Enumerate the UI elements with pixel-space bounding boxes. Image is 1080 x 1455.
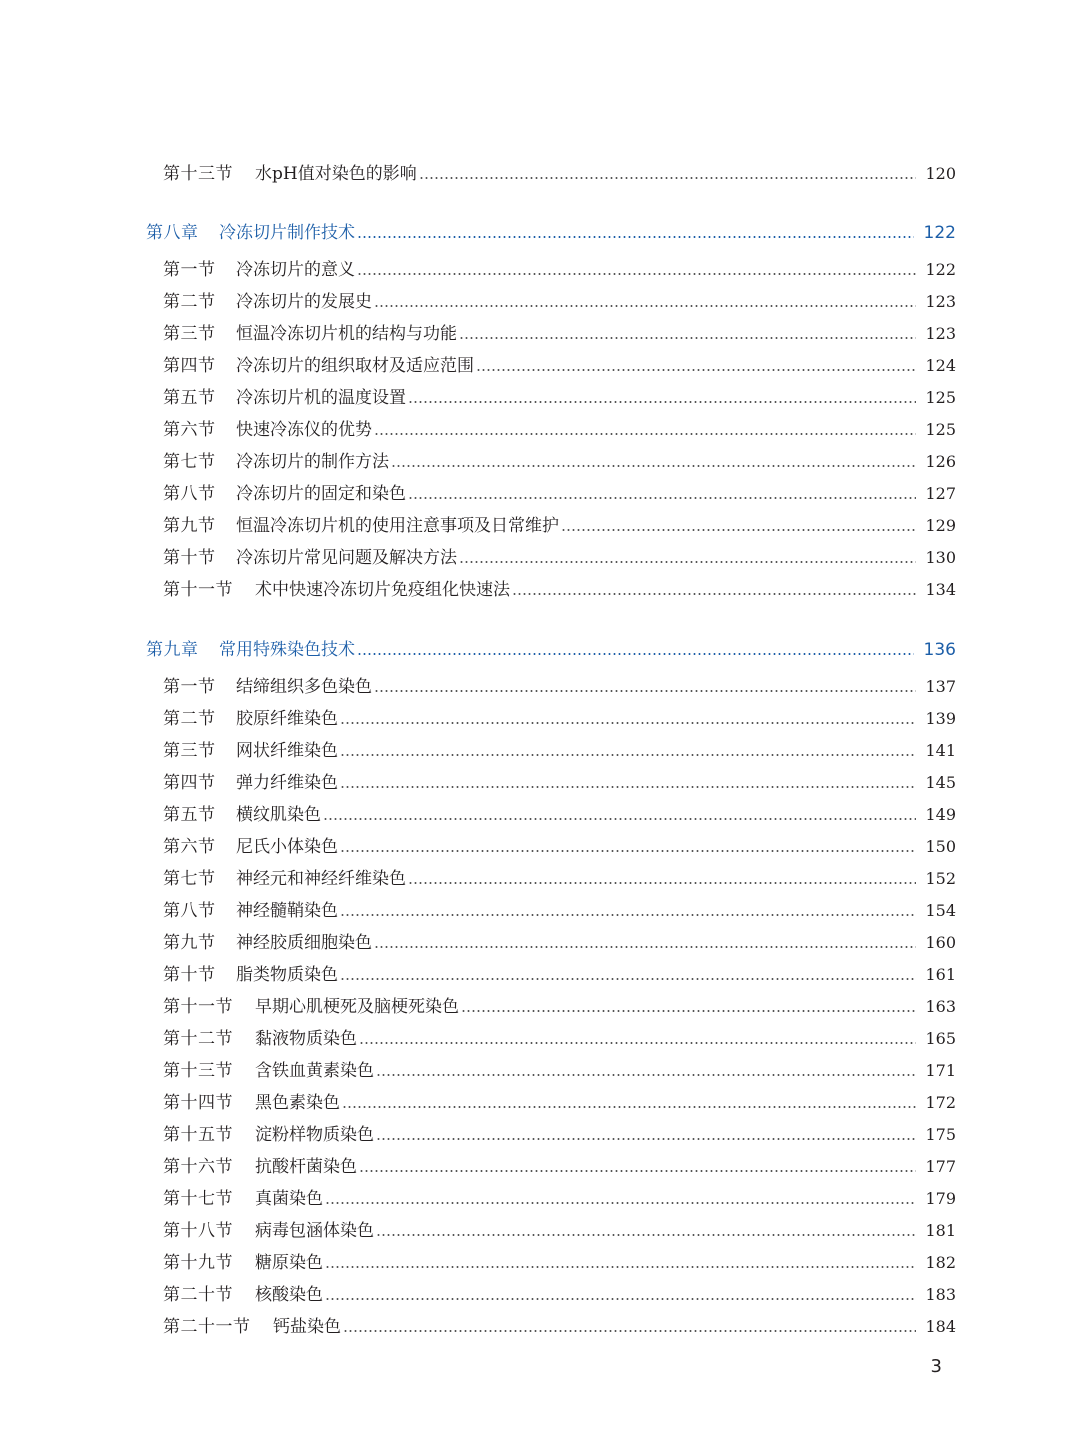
chapter-number: 第八章 — [146, 223, 199, 243]
page-number: 149 — [925, 805, 956, 824]
page-number: 163 — [925, 997, 956, 1016]
section-number: 第五节 — [163, 388, 216, 408]
dot-leader — [376, 1074, 916, 1076]
toc-entry[interactable] — [163, 865, 956, 893]
section-number: 第四节 — [163, 773, 216, 793]
section-number: 第二十一节 — [163, 1317, 251, 1337]
page-number: 145 — [925, 773, 956, 792]
page-number: 183 — [925, 1285, 956, 1304]
section-title: 网状纤维染色 — [236, 741, 338, 761]
section-number: 第十四节 — [163, 1093, 233, 1113]
toc-entry[interactable] — [163, 737, 956, 765]
page-number: 160 — [925, 933, 956, 952]
toc-chapter-heading[interactable] — [146, 636, 956, 664]
page-number: 123 — [925, 324, 956, 343]
section-number: 第六节 — [163, 837, 216, 857]
section-title: 恒温冷冻切片机的使用注意事项及日常维护 — [236, 516, 559, 536]
page-number: 172 — [925, 1093, 956, 1112]
page-number: 175 — [925, 1125, 956, 1144]
dot-leader — [359, 1042, 916, 1044]
section-number: 第七节 — [163, 452, 216, 472]
toc-entry[interactable] — [163, 1025, 956, 1053]
toc-entry[interactable] — [163, 897, 956, 925]
dot-leader — [342, 1106, 916, 1108]
dot-leader — [325, 1298, 916, 1300]
dot-leader — [461, 1010, 916, 1012]
dot-leader — [391, 465, 916, 467]
section-number: 第九节 — [163, 516, 216, 536]
dot-leader — [357, 273, 916, 275]
dot-leader — [359, 1170, 916, 1172]
dot-leader — [512, 593, 916, 595]
page-number: 154 — [925, 901, 956, 920]
toc-entry[interactable] — [163, 1121, 956, 1149]
page-number: 126 — [925, 452, 956, 471]
page-number: 125 — [925, 420, 956, 439]
section-title: 含铁血黄素染色 — [255, 1061, 374, 1081]
dot-leader — [476, 369, 916, 371]
toc-entry[interactable] — [163, 1281, 956, 1309]
section-number: 第十三节 — [163, 1061, 233, 1081]
toc-entry[interactable] — [163, 673, 956, 701]
page-folio: 3 — [930, 1356, 942, 1377]
section-number: 第三节 — [163, 741, 216, 761]
dot-leader — [376, 1234, 916, 1236]
dot-leader — [459, 337, 916, 339]
page-number: 134 — [925, 580, 956, 599]
section-title: 冷冻切片机的温度设置 — [236, 388, 406, 408]
toc-entry[interactable] — [163, 961, 956, 989]
page-number: 139 — [925, 709, 956, 728]
section-title: 结缔组织多色染色 — [236, 677, 372, 697]
section-number: 第八节 — [163, 484, 216, 504]
section-number: 第四节 — [163, 356, 216, 376]
chapter-page-number: 136 — [923, 640, 956, 660]
toc-entry[interactable] — [163, 929, 956, 957]
toc-entry[interactable] — [163, 256, 956, 284]
section-number: 第二节 — [163, 709, 216, 729]
page-number: 129 — [925, 516, 956, 535]
section-number: 第十二节 — [163, 1029, 233, 1049]
toc-entry[interactable] — [163, 801, 956, 829]
toc-entry[interactable] — [163, 1249, 956, 1277]
section-number: 第十九节 — [163, 1253, 233, 1273]
section-title: 真菌染色 — [255, 1189, 323, 1209]
section-number: 第二十节 — [163, 1285, 233, 1305]
page-number: 150 — [925, 837, 956, 856]
page-number: 127 — [925, 484, 956, 503]
section-title: 核酸染色 — [255, 1285, 323, 1305]
section-number: 第十六节 — [163, 1157, 233, 1177]
toc-entry[interactable] — [163, 576, 956, 604]
section-number: 第一节 — [163, 677, 216, 697]
section-title: 横纹肌染色 — [236, 805, 321, 825]
section-title: 冷冻切片的组织取材及适应范围 — [236, 356, 474, 376]
section-title: 神经髓鞘染色 — [236, 901, 338, 921]
page-number: 181 — [925, 1221, 956, 1240]
toc-entry[interactable] — [163, 448, 956, 476]
toc-entry[interactable] — [163, 320, 956, 348]
toc-entry[interactable] — [163, 384, 956, 412]
dot-leader — [408, 497, 916, 499]
dot-leader — [340, 850, 916, 852]
toc-entry[interactable] — [163, 352, 956, 380]
section-number: 第十节 — [163, 965, 216, 985]
toc-entry[interactable] — [163, 993, 956, 1021]
section-title: 冷冻切片的发展史 — [236, 292, 372, 312]
section-number: 第十一节 — [163, 580, 233, 600]
dot-leader — [357, 236, 914, 238]
toc-chapter-heading[interactable] — [146, 219, 956, 247]
section-title: 冷冻切片的意义 — [236, 260, 355, 280]
dot-leader — [408, 401, 916, 403]
section-title: 弹力纤维染色 — [236, 773, 338, 793]
dot-leader — [340, 914, 916, 916]
section-number: 第十八节 — [163, 1221, 233, 1241]
section-title: 抗酸杆菌染色 — [255, 1157, 357, 1177]
page-number: 120 — [925, 164, 956, 183]
page-number: 179 — [925, 1189, 956, 1208]
section-title: 黏液物质染色 — [255, 1029, 357, 1049]
section-title: 快速冷冻仪的优势 — [236, 420, 372, 440]
toc-entry[interactable] — [163, 544, 956, 572]
toc-entry[interactable] — [163, 1153, 956, 1181]
section-title: 冷冻切片常见问题及解决方法 — [236, 548, 457, 568]
dot-leader — [357, 653, 914, 655]
section-number: 第十三节 — [163, 164, 233, 184]
section-number: 第一节 — [163, 260, 216, 280]
toc-entry[interactable] — [163, 1313, 956, 1341]
dot-leader — [459, 561, 916, 563]
toc-entry[interactable] — [163, 480, 956, 508]
section-number: 第十一节 — [163, 997, 233, 1017]
section-title: 术中快速冷冻切片免疫组化快速法 — [255, 580, 510, 600]
dot-leader — [374, 690, 916, 692]
page-number: 124 — [925, 356, 956, 375]
section-number: 第十节 — [163, 548, 216, 568]
page-number: 141 — [925, 741, 956, 760]
section-title: 脂类物质染色 — [236, 965, 338, 985]
section-title: 钙盐染色 — [273, 1317, 341, 1337]
section-title: 尼氏小体染色 — [236, 837, 338, 857]
section-number: 第八节 — [163, 901, 216, 921]
page-number: 171 — [925, 1061, 956, 1080]
page-number: 177 — [925, 1157, 956, 1176]
toc-entry[interactable] — [163, 1089, 956, 1117]
dot-leader — [374, 305, 916, 307]
page-number: 161 — [925, 965, 956, 984]
dot-leader — [374, 946, 916, 948]
page-number: 137 — [925, 677, 956, 696]
toc-entry[interactable] — [163, 1185, 956, 1213]
section-title: 病毒包涵体染色 — [255, 1221, 374, 1241]
section-title: 糖原染色 — [255, 1253, 323, 1273]
dot-leader — [408, 882, 916, 884]
section-title: 淀粉样物质染色 — [255, 1125, 374, 1145]
toc-entry[interactable] — [163, 416, 956, 444]
dot-leader — [374, 433, 916, 435]
dot-leader — [340, 786, 916, 788]
section-number: 第二节 — [163, 292, 216, 312]
page-number: 184 — [925, 1317, 956, 1336]
dot-leader — [340, 722, 916, 724]
section-number: 第七节 — [163, 869, 216, 889]
dot-leader — [343, 1330, 916, 1332]
toc-entry[interactable] — [163, 769, 956, 797]
page-number: 165 — [925, 1029, 956, 1048]
dot-leader — [325, 1266, 916, 1268]
toc-entry[interactable] — [163, 1057, 956, 1085]
page-number: 123 — [925, 292, 956, 311]
section-title: 冷冻切片的固定和染色 — [236, 484, 406, 504]
page-number: 152 — [925, 869, 956, 888]
page-number: 182 — [925, 1253, 956, 1272]
toc-entry[interactable] — [163, 512, 956, 540]
chapter-title: 冷冻切片制作技术 — [219, 223, 355, 243]
dot-leader — [340, 978, 916, 980]
chapter-page-number: 122 — [923, 223, 956, 243]
chapter-number: 第九章 — [146, 640, 199, 660]
dot-leader — [376, 1138, 916, 1140]
section-title: 冷冻切片的制作方法 — [236, 452, 389, 472]
page-number: 125 — [925, 388, 956, 407]
toc-entry[interactable] — [163, 833, 956, 861]
section-title: 恒温冷冻切片机的结构与功能 — [236, 324, 457, 344]
section-number: 第六节 — [163, 420, 216, 440]
page-number: 130 — [925, 548, 956, 567]
section-number: 第三节 — [163, 324, 216, 344]
dot-leader — [325, 1202, 916, 1204]
dot-leader — [419, 177, 916, 179]
toc-entry[interactable] — [163, 160, 956, 188]
section-title: 神经元和神经纤维染色 — [236, 869, 406, 889]
section-title: 早期心肌梗死及脑梗死染色 — [255, 997, 459, 1017]
toc-entry[interactable] — [163, 705, 956, 733]
section-title: 神经胶质细胞染色 — [236, 933, 372, 953]
section-title: 水pH值对染色的影响 — [255, 164, 417, 184]
section-number: 第十五节 — [163, 1125, 233, 1145]
section-title: 胶原纤维染色 — [236, 709, 338, 729]
section-number: 第十七节 — [163, 1189, 233, 1209]
dot-leader — [561, 529, 916, 531]
page-number: 122 — [925, 260, 956, 279]
toc-entry[interactable] — [163, 288, 956, 316]
dot-leader — [340, 754, 916, 756]
section-title: 黑色素染色 — [255, 1093, 340, 1113]
dot-leader — [323, 818, 916, 820]
chapter-title: 常用特殊染色技术 — [219, 640, 355, 660]
section-number: 第九节 — [163, 933, 216, 953]
toc-entry[interactable] — [163, 1217, 956, 1245]
section-number: 第五节 — [163, 805, 216, 825]
